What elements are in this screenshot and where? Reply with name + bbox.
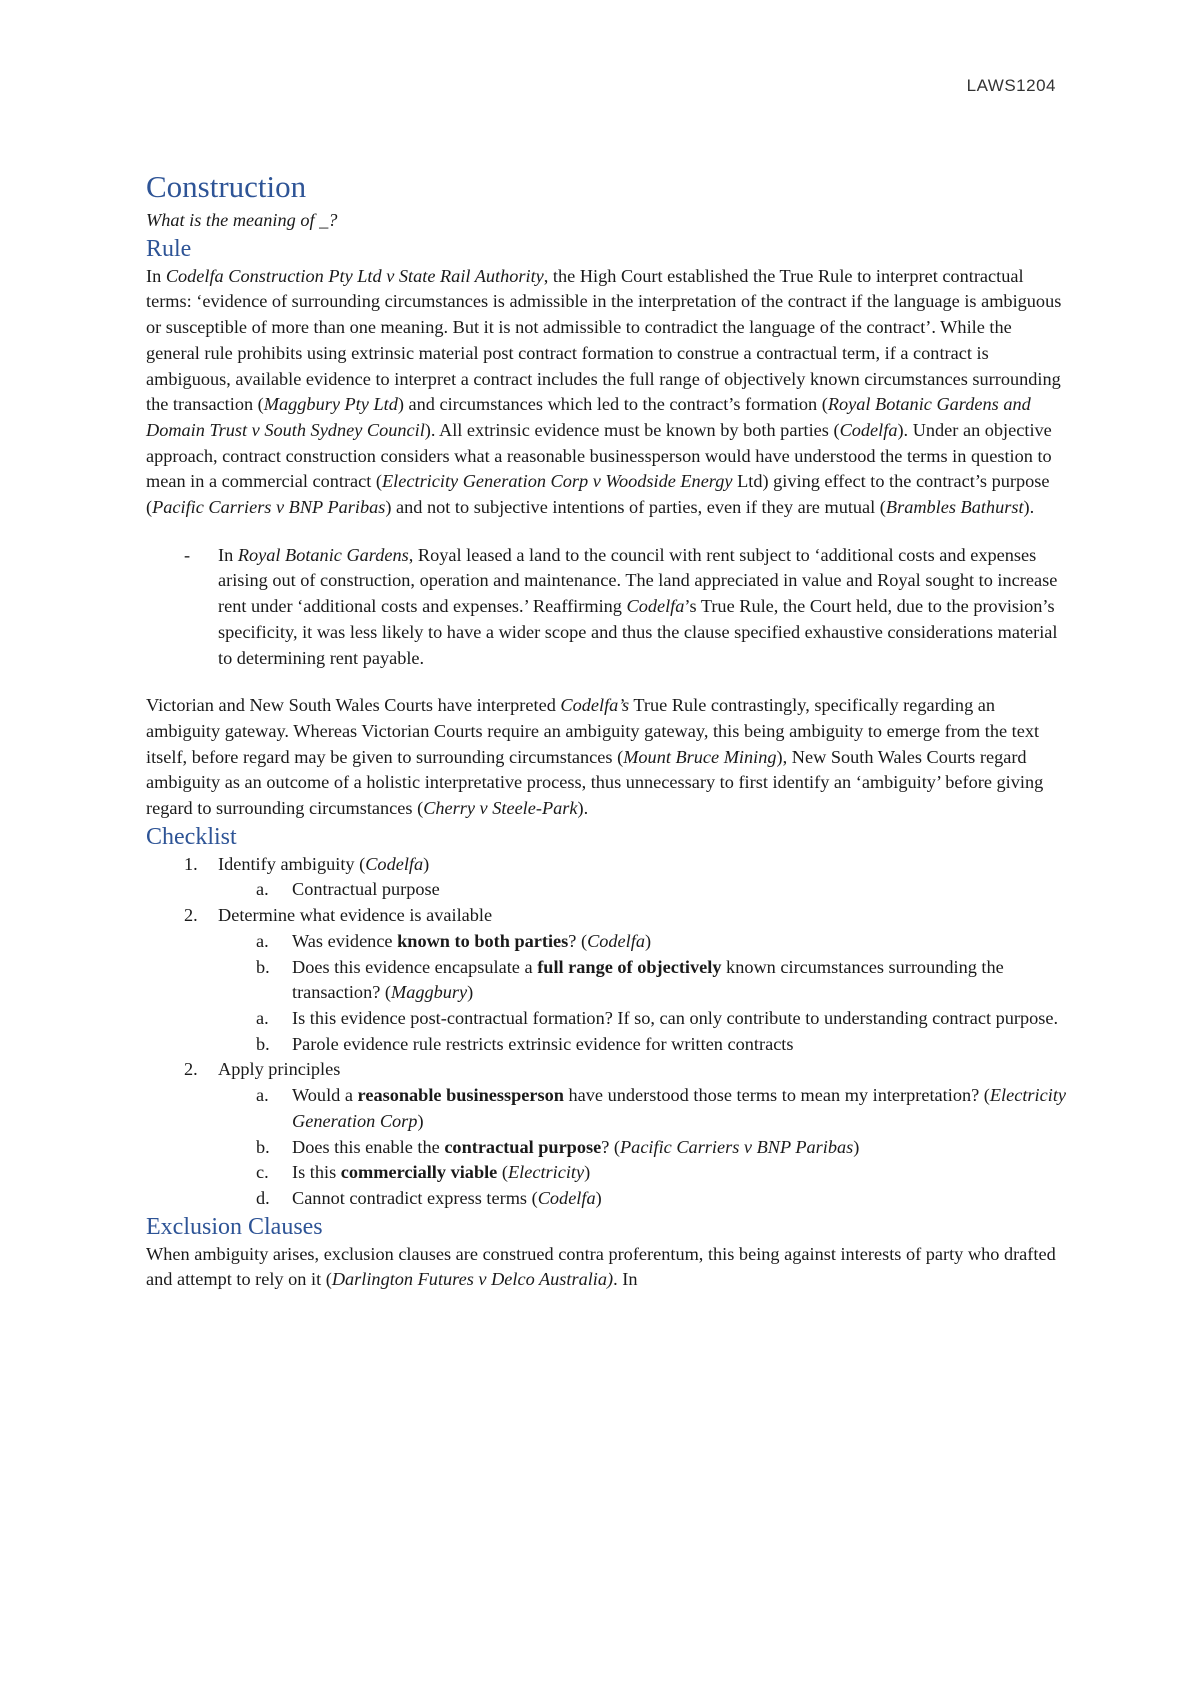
checklist-subitem-text	[292, 1008, 1058, 1028]
list-letter: a.	[256, 1085, 269, 1106]
checklist-subitem-text	[292, 931, 651, 951]
text-run: )	[423, 853, 430, 874]
page-title: Construction	[146, 169, 307, 204]
checklist-subitem	[146, 1160, 1066, 1186]
text-run: Is this	[292, 1162, 341, 1183]
case-citation: Royal Botanic Gardens and Domain Trust v South Sydney Council	[146, 394, 1031, 440]
checklist-subitem	[146, 1083, 1066, 1134]
exclusion-clauses-heading: Exclusion Clauses	[146, 1213, 323, 1240]
checklist-subitem	[146, 955, 1066, 1006]
text-run: Does this evidence encapsulate a	[292, 956, 538, 977]
case-citation: Codelfa Construction Pty Ltd v State Rail Authority	[165, 265, 544, 286]
case-citation: Darlington Futures v Delco Australia)	[331, 1269, 614, 1290]
checklist-subitem	[146, 877, 1066, 903]
checklist-item-text	[218, 854, 429, 874]
case-citation: Codelfa	[587, 930, 645, 951]
checklist-subitem-text	[292, 1137, 859, 1157]
text-run: ).	[1023, 497, 1035, 518]
case-citation: Pacific Carriers v BNP Paribas	[620, 1136, 854, 1157]
bullet-marker: -	[184, 544, 191, 565]
text-run: Determine what evidence is available	[218, 905, 493, 926]
case-citation: Brambles Bathurst	[885, 497, 1024, 518]
text-run: Was evidence	[292, 930, 398, 951]
text-run: )	[853, 1136, 860, 1157]
text-run: Is this evidence post-contractual formation? If so, can only contribute to understanding contract purpose.	[292, 1007, 1059, 1028]
text-run: known circumstances surrounding the transaction? (	[292, 956, 1004, 1003]
checklist-subitem-text	[292, 957, 1004, 1003]
checklist-heading: Checklist	[146, 823, 237, 850]
text-run: ? (	[568, 930, 588, 951]
checklist-item	[146, 903, 1066, 1057]
text-run: )	[644, 930, 652, 951]
bold-text: full range of objectively	[537, 956, 722, 977]
text-run: ) and circumstances which led to the contract’s formation (	[397, 394, 828, 415]
checklist-sublist	[218, 877, 1066, 903]
exclusion-paragraph	[146, 1242, 1066, 1293]
checklist-sublist	[218, 1083, 1066, 1212]
list-number: 2.	[184, 1059, 198, 1080]
case-citation: Royal Botanic Gardens	[237, 544, 409, 565]
bold-text: contractual purpose	[444, 1136, 602, 1157]
case-citation: Codelfa’s	[560, 695, 630, 716]
text-run: Does this enable the	[292, 1136, 445, 1157]
checklist-sublist	[218, 929, 1066, 1058]
list-number: 1.	[184, 853, 198, 874]
case-citation: Pacific Carriers v BNP Paribas	[152, 497, 386, 518]
text-run: ). Under an objective approach, contract construction considers what a reasonable businessperson would have understood the terms in question to mean in a commercial contract (	[146, 419, 1052, 492]
text-run: In	[218, 544, 238, 565]
text-run: Identify ambiguity (	[218, 853, 366, 874]
text-run: )	[595, 1187, 602, 1208]
list-letter: a.	[256, 1007, 269, 1028]
checklist-item-text	[218, 1059, 340, 1079]
rule-paragraph	[146, 264, 1066, 521]
course-code: LAWS1204	[966, 76, 1056, 95]
text-run: Contractual purpose	[292, 879, 440, 900]
checklist-subitem	[146, 929, 1066, 955]
text-run: ) and not to subjective intentions of parties, even if they are mutual (	[385, 497, 886, 518]
case-citation: Electricity	[507, 1162, 585, 1183]
text-run: Victorian and New South Wales Courts have interpreted	[146, 695, 561, 716]
list-letter: d.	[256, 1187, 270, 1208]
text-run: ), New South Wales Courts regard ambiguity as an outcome of a holistic interpretative process, thus unnecessary to first identify an ‘ambiguity’ before giving regard to surrounding circumstances (	[146, 746, 1044, 819]
text-run: Parole evidence rule restricts extrinsic evidence for written contracts	[292, 1033, 794, 1054]
checklist-subitem-text	[292, 1034, 794, 1054]
text-run: (	[497, 1162, 508, 1183]
case-citation: Maggbury	[390, 982, 468, 1003]
rule-bullet-list	[146, 543, 1066, 672]
text-run: , Royal leased a land to the council with rent subject to ‘additional costs and expenses arising out of construction, operation and maintenance. The land appreciated in value and Royal sought to increase rent under ‘additional costs and expenses.’ Reaffirming	[218, 544, 1058, 617]
text-run: ).	[577, 798, 589, 819]
text-run: In	[146, 265, 166, 286]
text-run: Apply principles	[218, 1059, 341, 1080]
case-citation: Codelfa	[365, 853, 424, 874]
checklist-subitem	[146, 1186, 1066, 1212]
checklist-subitem-text	[292, 1162, 590, 1182]
text-run: When ambiguity arises, exclusion clauses are construed contra proferentum, this being against interests of party who drafted and attempt to rely on it (	[146, 1243, 1056, 1290]
text-run: . In	[613, 1269, 638, 1290]
case-citation: Electricity Generation Corp v Woodside Energy	[382, 471, 733, 492]
case-citation: Maggbury Pty Ltd	[263, 394, 398, 415]
checklist-item-text	[218, 905, 492, 925]
text-run: Cannot contradict express terms (	[292, 1187, 538, 1208]
text-run: True Rule contrastingly, specifically regarding an ambiguity gateway. Whereas Victorian Courts require an ambiguity gateway, this being ambiguity to emerge from the text itself, before regard may be given to surrounding circumstances (	[146, 695, 1040, 767]
list-letter: b.	[256, 1033, 270, 1054]
list-letter: b.	[256, 956, 270, 977]
text-run: )	[417, 1110, 424, 1131]
page-subtitle: What is the meaning of _?	[146, 210, 338, 230]
list-item	[146, 543, 1066, 672]
rule-heading: Rule	[146, 235, 192, 262]
bullet-text	[218, 545, 1057, 668]
checklist-subitem	[146, 1135, 1066, 1161]
list-number: 2.	[184, 905, 198, 926]
text-run: )	[467, 982, 474, 1003]
checklist-subitem-text	[292, 879, 440, 899]
checklist-item	[146, 852, 1066, 903]
case-citation: Codelfa	[839, 419, 898, 440]
case-citation: Codelfa	[537, 1187, 596, 1208]
document-body	[146, 168, 1066, 1293]
case-citation: Cherry v Steele-Park	[423, 798, 578, 819]
checklist-list	[146, 852, 1066, 1212]
checklist-subitem-text	[292, 1085, 1066, 1131]
text-run: )	[584, 1162, 591, 1183]
text-run: ). All extrinsic evidence must be known by both parties (	[424, 419, 840, 440]
case-citation: Codelfa	[626, 596, 685, 617]
text-run: have understood those terms to mean my interpretation? (	[563, 1085, 990, 1106]
list-letter: c.	[256, 1162, 269, 1183]
checklist-subitem	[146, 1032, 1066, 1058]
case-citation: Electricity Generation Corp	[292, 1085, 1067, 1131]
case-citation: Mount Bruce Mining	[623, 746, 777, 767]
text-run: ? (	[601, 1136, 621, 1157]
bold-text: reasonable businessperson	[357, 1085, 564, 1106]
text-run: , the High Court established the True Rule to interpret contractual terms: ‘evidence of surrounding circumstances is admissible in the interpretation of the contract if the language is ambiguous or susceptible of more than one meaning. But it is not admissible to contradict the language of the contract’. While the general rule prohibits using extrinsic material post contract formation to construe a contractual term, if a contract is ambiguous, available evidence to interpret a contract includes the full range of objectively known circumstances surrounding the transaction (	[146, 265, 1062, 415]
bold-text: known to both parties	[397, 930, 569, 951]
list-letter: a.	[256, 930, 269, 951]
checklist-subitem-text	[292, 1188, 602, 1208]
checklist-subitem	[146, 1006, 1066, 1032]
list-letter: a.	[256, 879, 269, 900]
checklist-item	[146, 1057, 1066, 1211]
bold-text: commercially viable	[340, 1162, 498, 1183]
text-run: Would a	[292, 1085, 358, 1106]
list-letter: b.	[256, 1136, 270, 1157]
ambiguity-gateway-paragraph	[146, 693, 1066, 822]
text-run: ’s True Rule, the Court held, due to the provision’s specificity, it was less likely to have a wider scope and thus the clause specified exhaustive considerations material to determining rent payable.	[218, 596, 1058, 668]
text-run: Ltd) giving effect to the contract’s purpose (	[146, 471, 1050, 518]
